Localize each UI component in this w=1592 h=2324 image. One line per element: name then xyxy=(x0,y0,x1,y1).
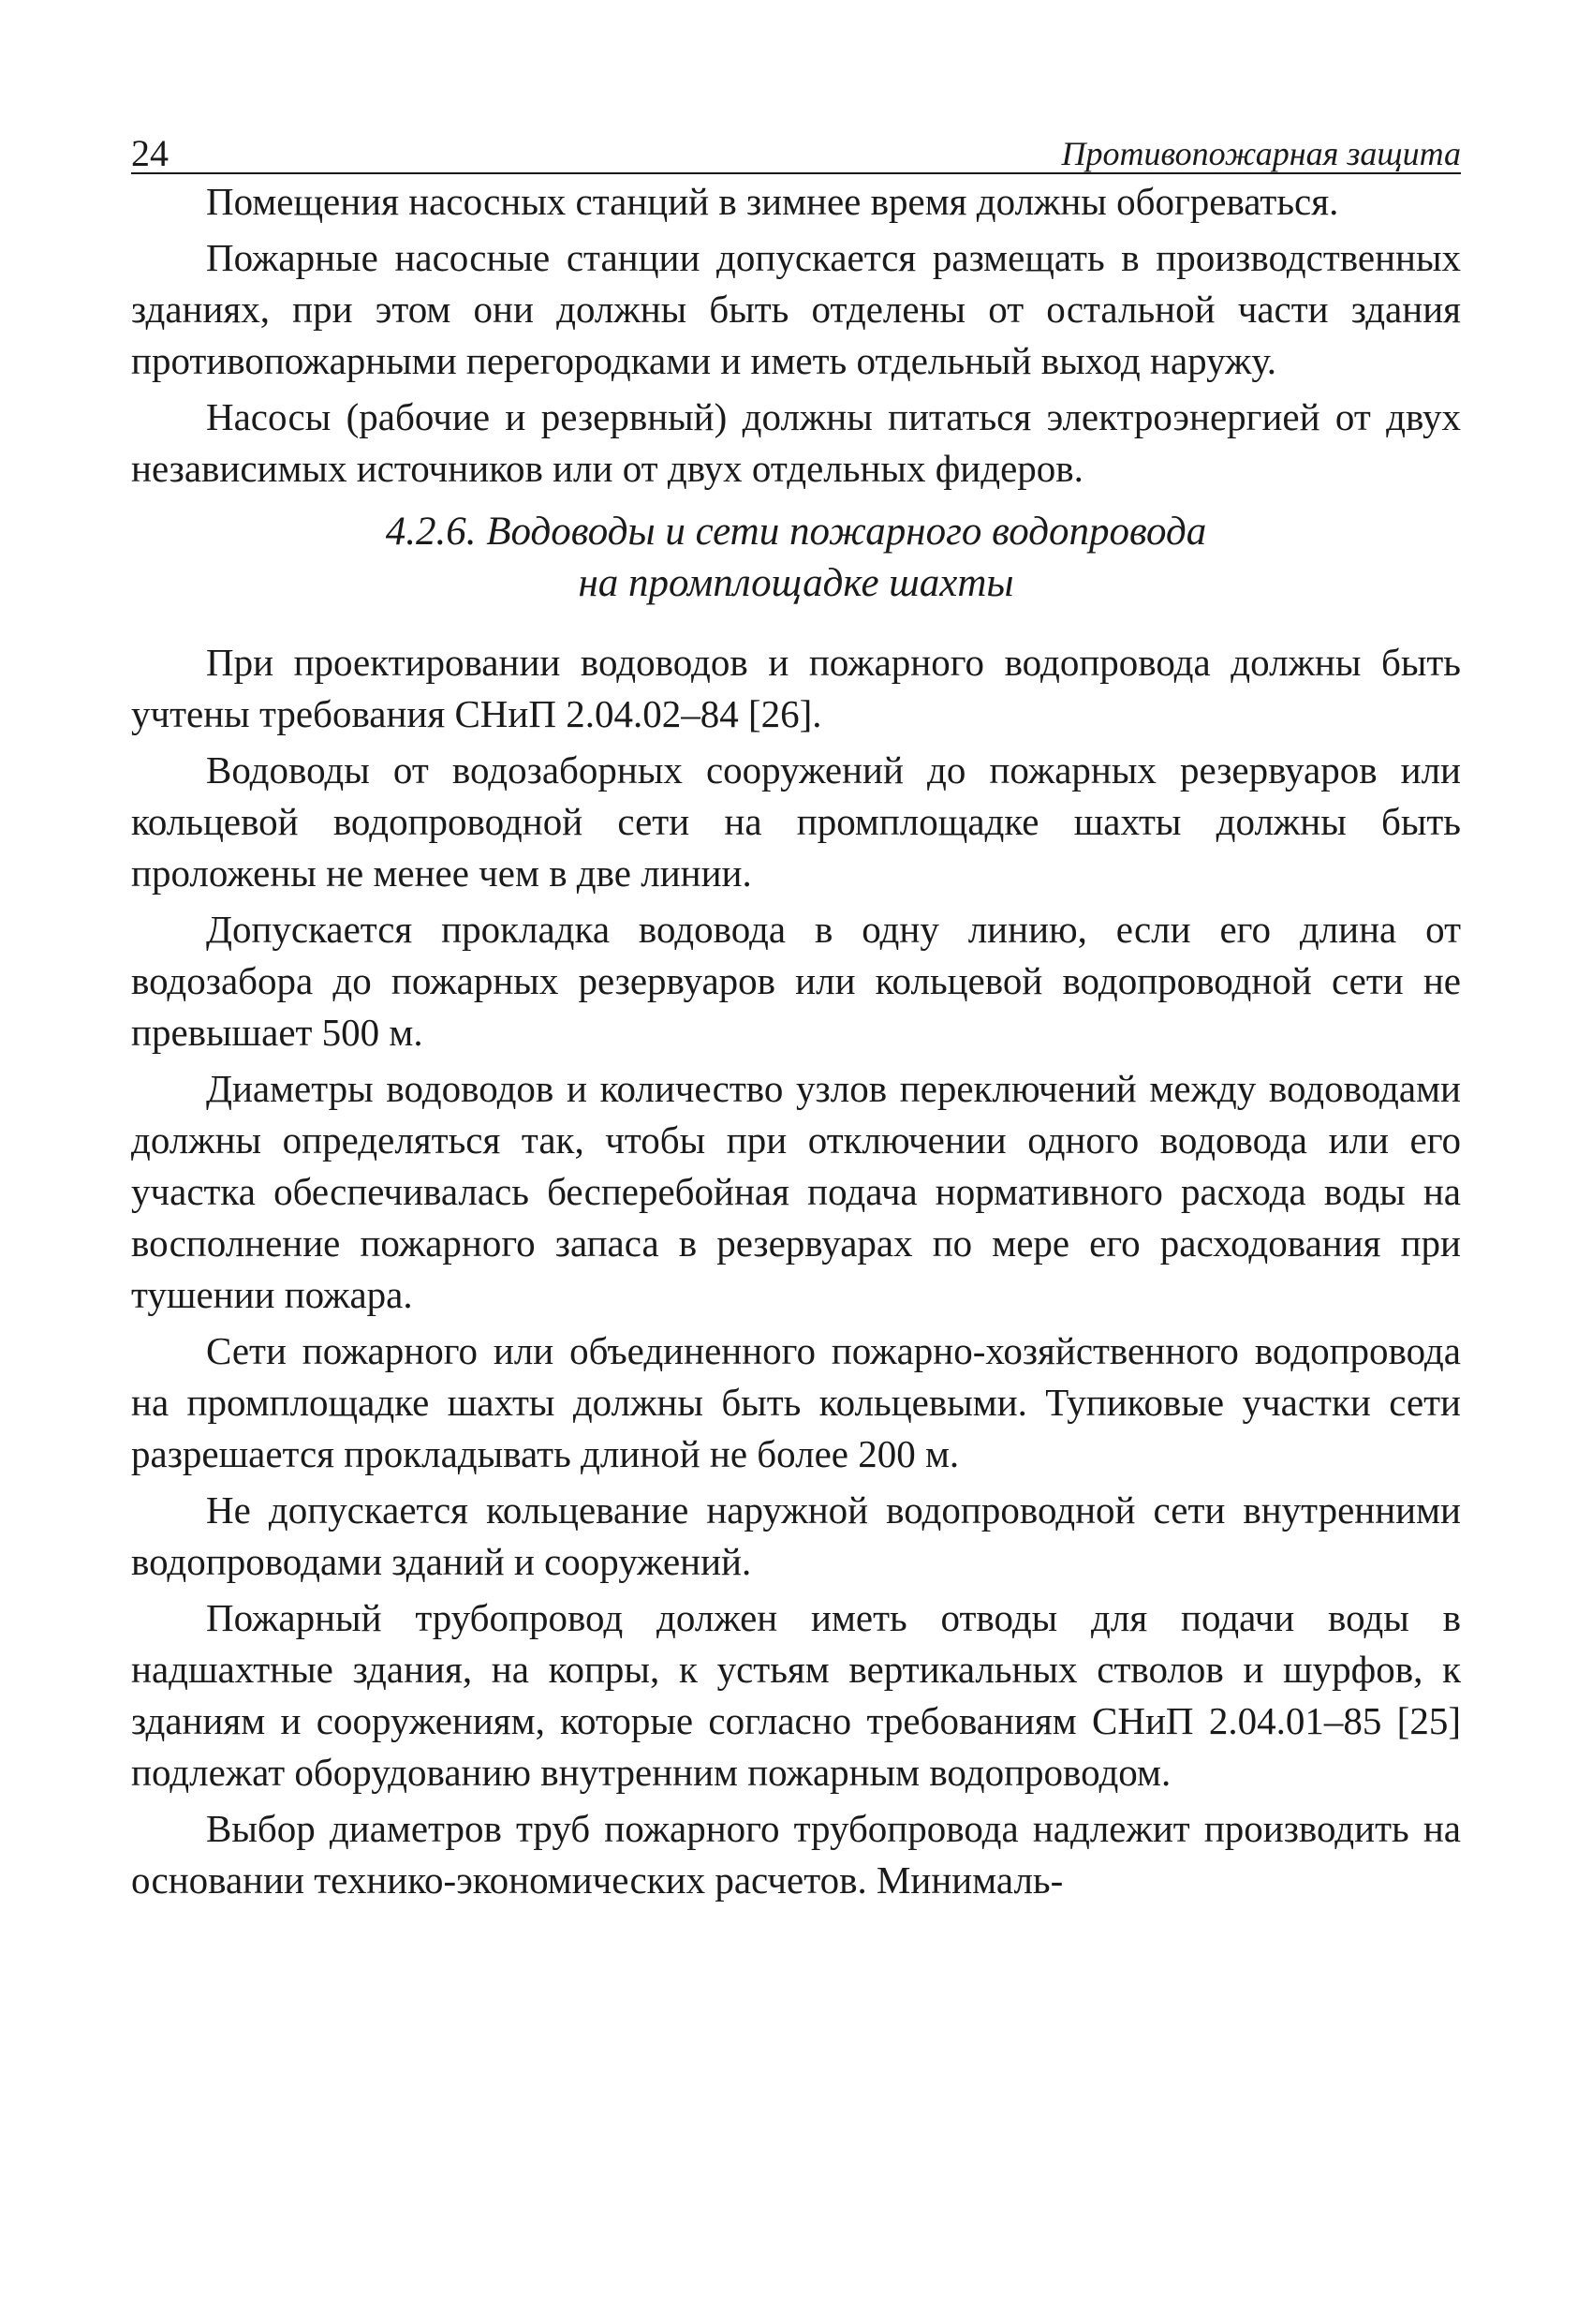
paragraph: Помещения насосных станций в зимнее время должны обогреваться. xyxy=(206,180,1339,223)
paragraph: При проектировании водоводов и пожарного водопровода должны быть учтены требования СНиП 2.04.02–84 [26]. xyxy=(131,641,1461,735)
paragraph: Пожарные насосные станции допускается размещать в производственных зданиях, при этом они должны быть отделены от остальной части здания противопожарными перегородками и иметь отдельный выход наружу. xyxy=(131,236,1461,382)
running-title: Противопожарная защита xyxy=(1061,135,1461,172)
section-heading xyxy=(131,506,1461,609)
paragraph: Сети пожарного или объединенного пожарно-хозяйственного водопровода на промплощадке шахты должны быть кольцевыми. Тупиковые участки сети разрешается прокладывать длиной не более 200 м. xyxy=(131,1329,1461,1475)
paragraph: Выбор диаметров труб пожарного трубопровода надлежит производить на основании технико-экономических расчетов. Минималь- xyxy=(131,1807,1461,1902)
paragraph: Пожарный трубопровод должен иметь отводы для подачи воды в надшахтные здания, на копры, к устьям вертикальных стволов и шурфов, к зданиям и сооружениям, которые согласно требованиям СНиП 2.04.01–85 [25] подлежат оборудованию внутренним пожарным водопроводом. xyxy=(131,1596,1461,1794)
section-heading-line-2: на промплощадке шахты xyxy=(578,561,1014,605)
paragraph: Не допускается кольцевание наружной водопроводной сети внутренними водопроводами зданий и сооружений. xyxy=(131,1488,1461,1583)
running-header xyxy=(131,131,1461,174)
paragraph: Водоводы от водозаборных сооружений до пожарных резервуаров или кольцевой водопроводной сети на промплощадке шахты должны быть проложены не менее чем в две линии. xyxy=(131,748,1461,895)
body-text xyxy=(131,176,1461,1906)
paragraph: Диаметры водоводов и количество узлов переключений между водоводами должны определяться так, чтобы при отключении одного водовода или его участка обеспечивалась бесперебойная подача нормативного расхода воды на восполнение пожарного запаса в резервуарах по мере его расходования при тушении пожара. xyxy=(131,1067,1461,1316)
page-number: 24 xyxy=(131,132,169,174)
paragraph: Допускается прокладка водовода в одну линию, если его длина от водозабора до пожарных резервуаров или кольцевой водопроводной сети не превышает 500 м. xyxy=(131,908,1461,1054)
book-page xyxy=(131,131,1461,1906)
section-heading-line-1: 4.2.6. Водоводы и сети пожарного водопровода xyxy=(385,510,1207,554)
paragraph: Насосы (рабочие и резервный) должны питаться электроэнергией от двух независимых источников или от двух отдельных фидеров. xyxy=(131,395,1461,490)
